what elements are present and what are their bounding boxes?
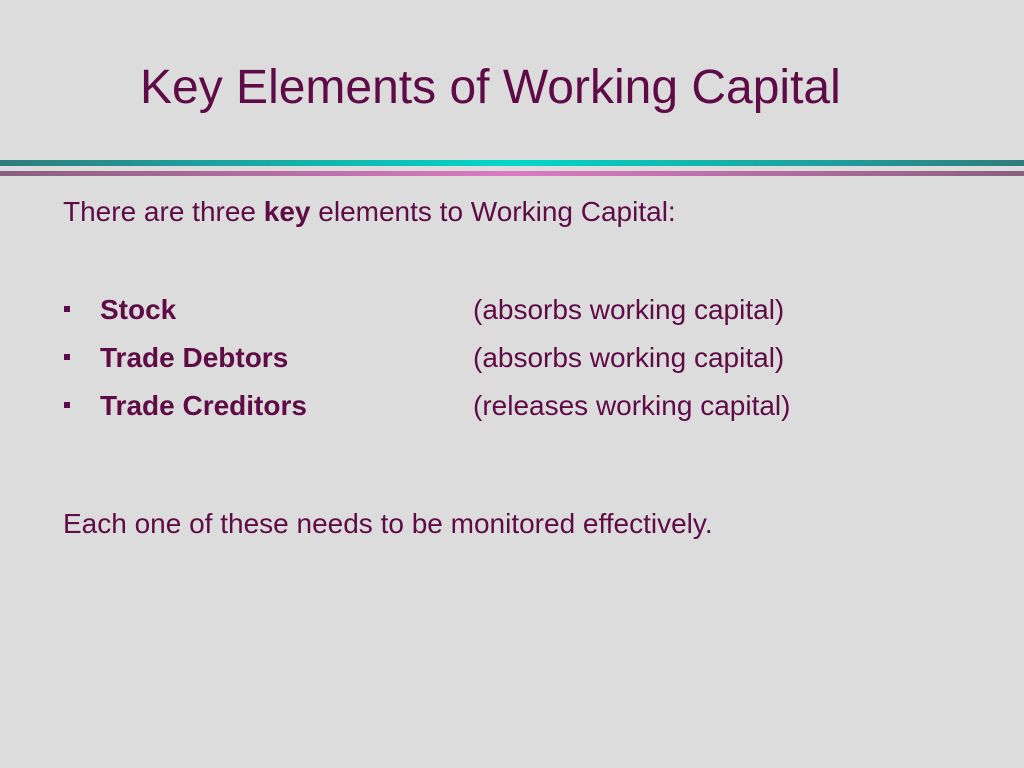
- slide-title: Key Elements of Working Capital: [140, 61, 841, 114]
- intro-text-after: elements to Working Capital:: [310, 196, 676, 227]
- intro-key-emphasis: key: [263, 196, 311, 227]
- square-bullet-icon: [64, 402, 70, 408]
- trade-creditors-term: Trade Creditors: [100, 390, 307, 421]
- intro-text: [63, 196, 676, 228]
- closing-text: Each one of these needs to be monitored effectively.: [63, 508, 713, 539]
- intro-text-before: There are three: [63, 196, 264, 227]
- title-divider-pink: [0, 171, 1024, 176]
- trade-debtors-note: (absorbs working capital): [473, 342, 785, 373]
- square-bullet-icon: [64, 306, 70, 312]
- trade-debtors-term: Trade Debtors: [100, 342, 289, 373]
- square-bullet-icon: [64, 354, 70, 360]
- stock-note: (absorbs working capital): [473, 294, 785, 325]
- stock-term: Stock: [100, 294, 177, 325]
- trade-creditors-note: (releases working capital): [473, 390, 791, 421]
- title-divider-teal: [0, 160, 1024, 166]
